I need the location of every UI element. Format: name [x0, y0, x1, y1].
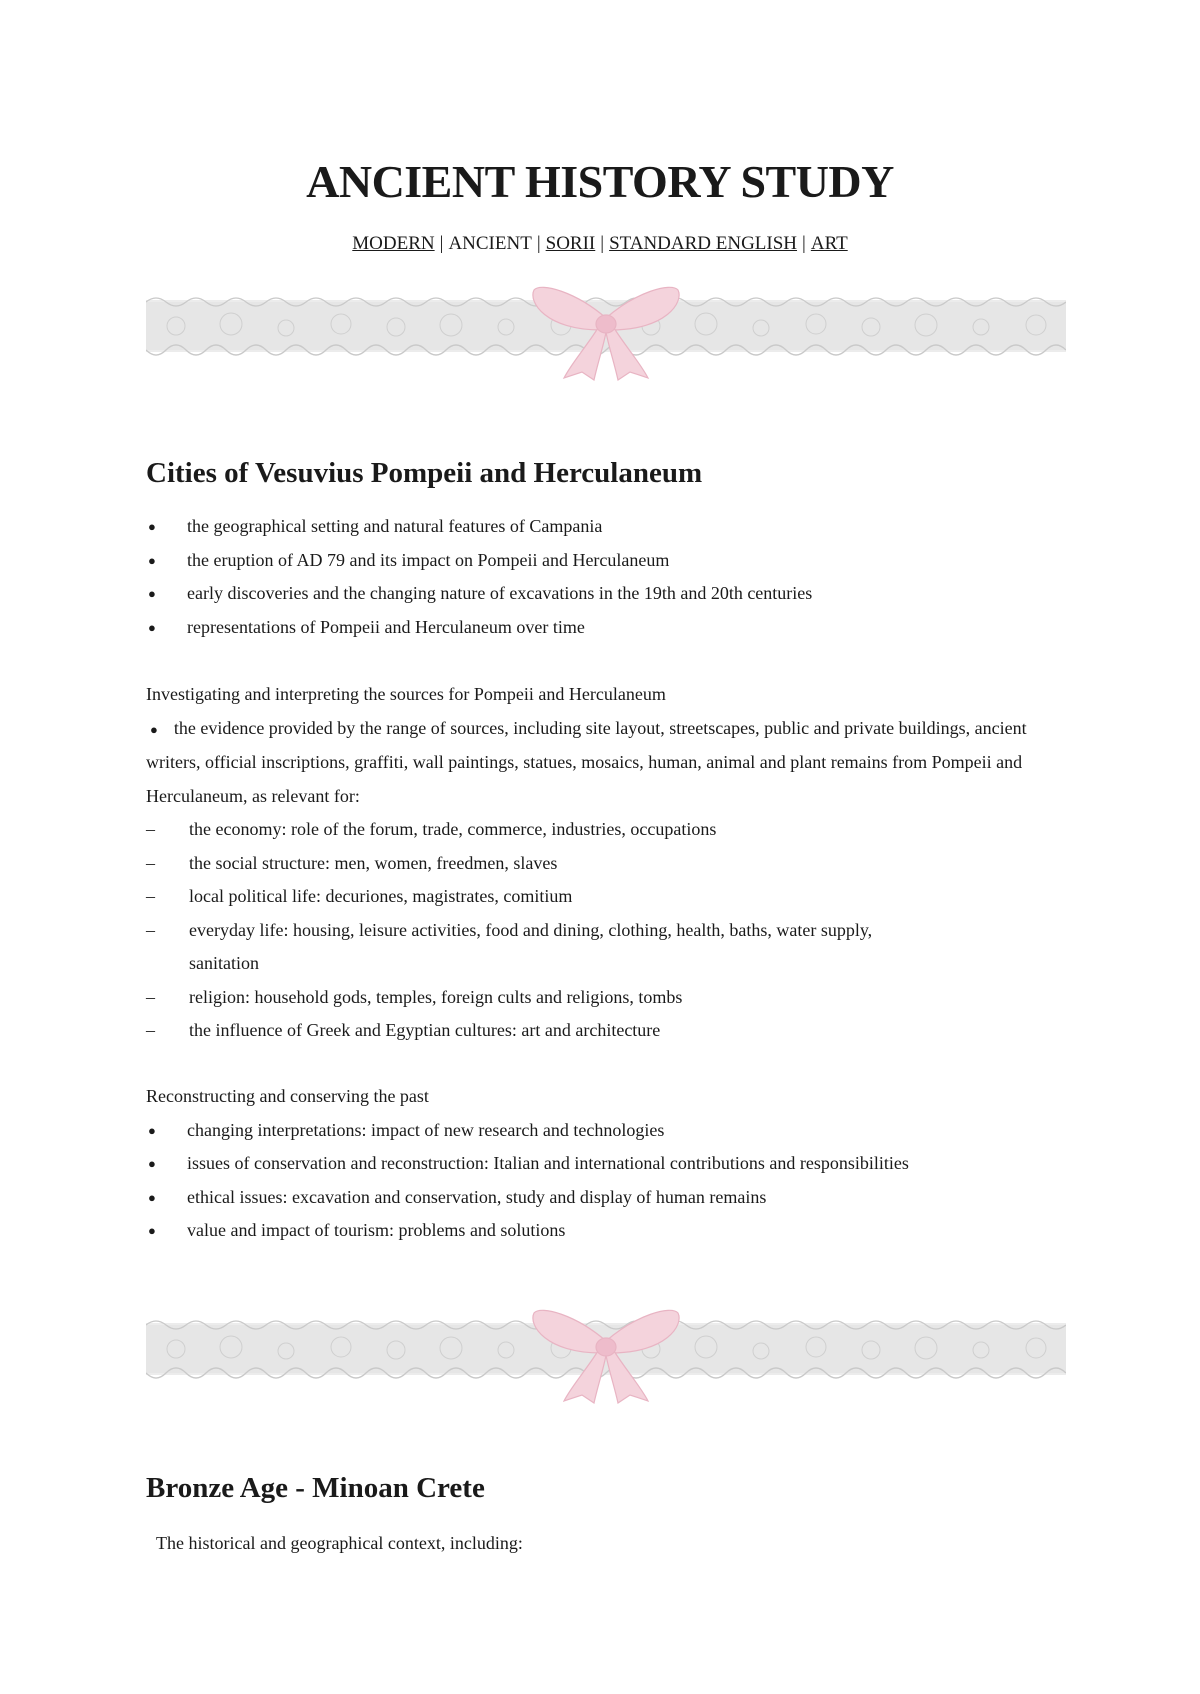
nav-item-ancient: ANCIENT: [448, 233, 532, 254]
list-item: – the economy: role of the forum, trade, commerce, industries, occupations: [146, 813, 1066, 847]
nav-separator: |: [600, 233, 605, 254]
list-item: ● ethical issues: excavation and conservation, study and display of human remains: [146, 1181, 916, 1215]
list-item: ● issues of conservation and reconstruction: Italian and international contributions and responsibilities: [146, 1147, 916, 1181]
list-item: – the influence of Greek and Egyptian cultures: art and architecture: [146, 1014, 1066, 1048]
nav-separator: |: [536, 233, 541, 254]
list-item: ● changing interpretations: impact of new research and technologies: [146, 1114, 916, 1148]
list-item: ● the geographical setting and natural features of Campania: [146, 510, 1066, 544]
minoan-intro: [156, 1527, 1076, 1561]
list-item: ● representations of Pompeii and Herculaneum over time: [146, 611, 1066, 645]
nav-separator: |: [802, 233, 806, 254]
subheading-conserving: Reconstructing and conserving the past: [146, 1086, 429, 1106]
lace-bow-icon: [146, 272, 1066, 382]
list-item: – religion: household gods, temples, foreign cults and religions, tombs: [146, 981, 1066, 1015]
nav-link-art[interactable]: ART: [810, 233, 848, 254]
conserving-block: [146, 1080, 1066, 1248]
section-heading-pompeii: Cities of Vesuvius Pompeii and Herculaneum: [146, 457, 703, 489]
sources-text: the evidence provided by the range of sources, including site layout, streetscapes, public and private buildings, ancient writers, official inscriptions, graffiti, wall paintings, statues, mosaics, human, animal and plant remains from Pompeii and Herculaneum, as relevant for:: [146, 717, 1027, 806]
nav-separator: |: [439, 233, 444, 254]
list-item: ● value and impact of tourism: problems and solutions: [146, 1214, 916, 1248]
nav-link-modern[interactable]: MODERN: [352, 233, 435, 254]
nav-link-sorii[interactable]: SORII: [545, 233, 596, 254]
list-item: ● the eruption of AD 79 and its impact on Pompeii and Herculaneum: [146, 544, 1066, 578]
pompeii-intro-list: [146, 510, 1066, 644]
section-heading-minoan: Bronze Age - Minoan Crete: [146, 1472, 485, 1504]
lace-bow-icon: [146, 1295, 1066, 1405]
lace-ribbon-divider: [146, 272, 1066, 382]
list-item: – local political life: decuriones, magistrates, comitium: [146, 880, 1066, 914]
nav-links: [0, 231, 1200, 257]
document-title: ANCIENT HISTORY STUDY: [306, 156, 894, 207]
list-item: ● early discoveries and the changing nature of excavations in the 19th and 20th centuries: [146, 577, 1066, 611]
subheading-sources: Investigating and interpreting the sources for Pompeii and Herculaneum: [146, 684, 666, 704]
list-item: – the social structure: men, women, freedmen, slaves: [146, 847, 1066, 881]
sources-block: [146, 678, 1066, 1048]
sources-paragraph: [146, 712, 1066, 814]
lace-ribbon-divider: [146, 1295, 1066, 1405]
bullet-icon: ●: [150, 721, 158, 737]
list-item: – everyday life: housing, leisure activities, food and dining, clothing, health, baths, water supply, sanitation: [146, 914, 1066, 981]
nav-link-standard-english[interactable]: STANDARD ENGLISH: [609, 233, 798, 254]
minoan-intro-text: The historical and geographical context, including:: [156, 1533, 523, 1553]
